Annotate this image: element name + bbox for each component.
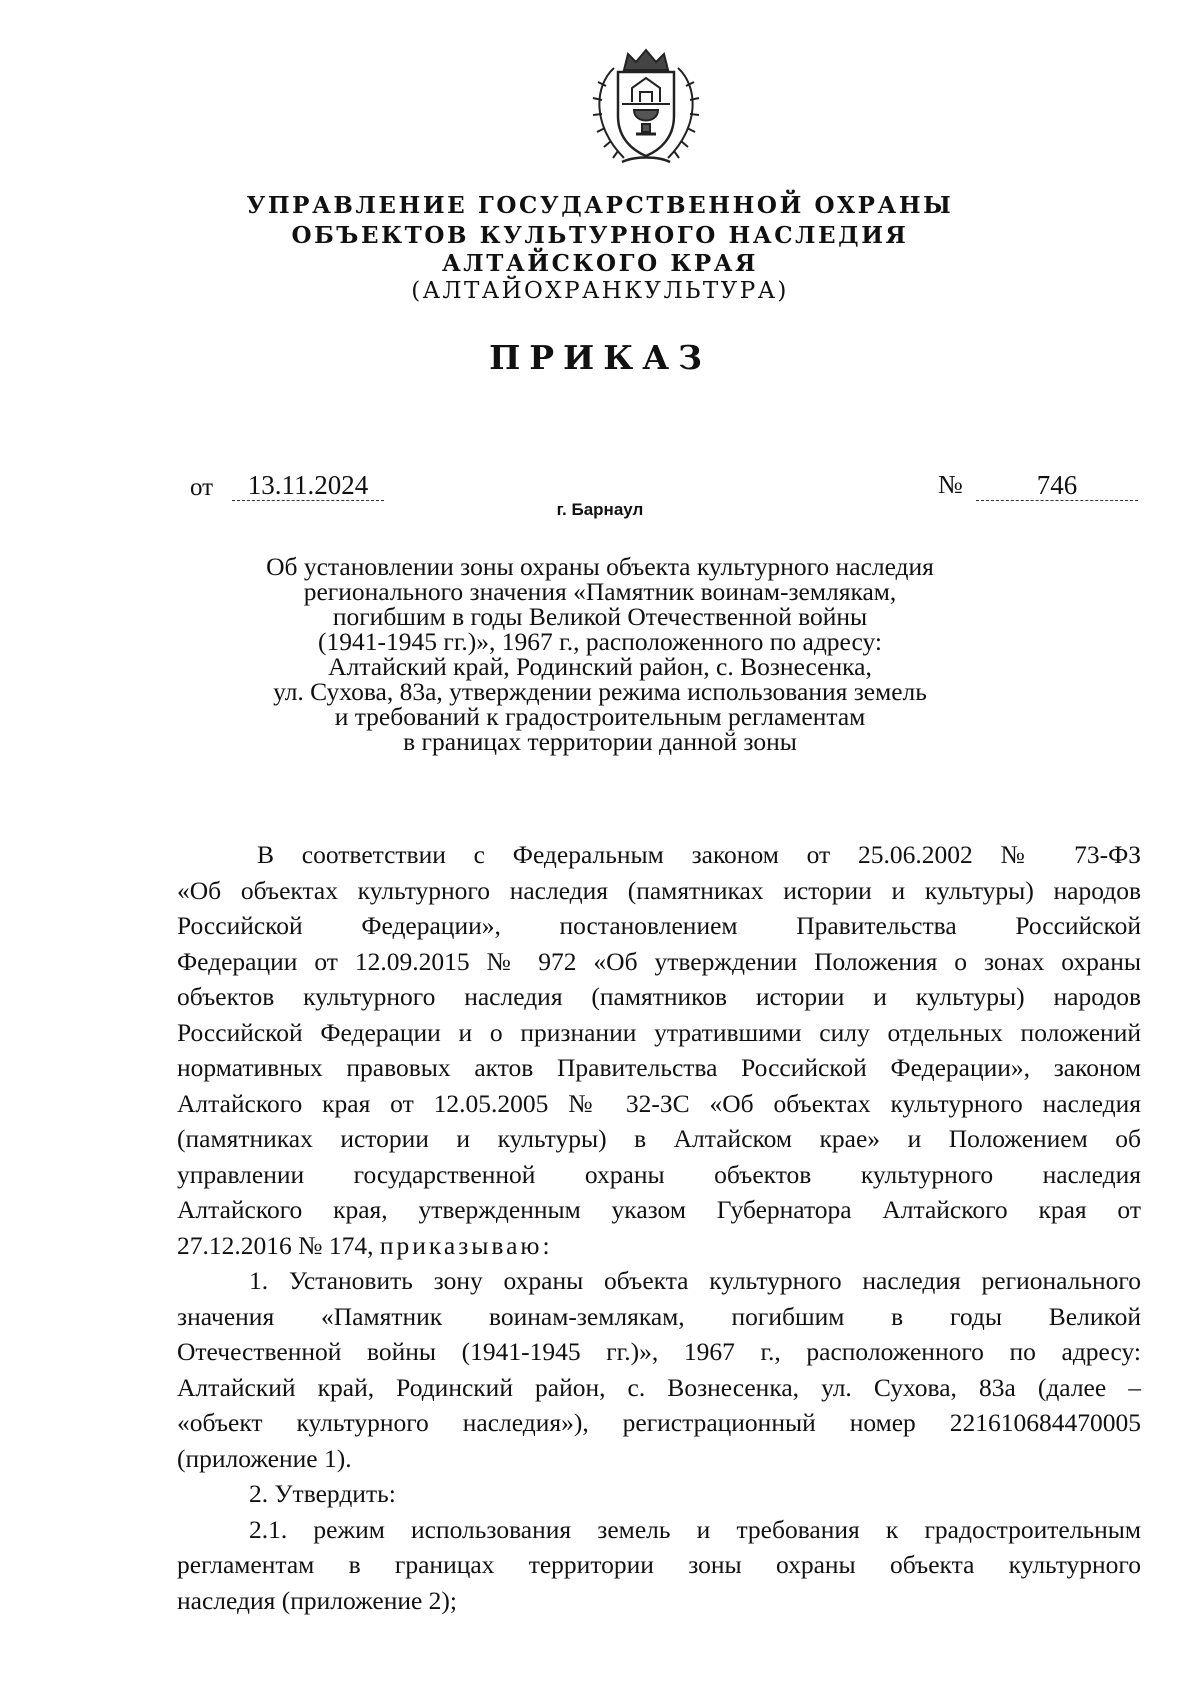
item-1-line: значения «Памятник воинам-землякам, погибшим в годы Великой <box>177 1301 1141 1331</box>
body-line: «Об объектах культурного наследия (памятниках истории и культуры) народов <box>177 875 1141 905</box>
title-line: ул. Сухова, 83а, утверждении режима использования земель <box>273 677 927 706</box>
date-label: от <box>190 474 214 501</box>
item-1-line: 1. Установить зону охраны объекта культурного наследия регионального <box>249 1266 1141 1295</box>
org-name-line-1: УПРАВЛЕНИЕ ГОСУДАРСТВЕННОЙ ОХРАНЫ <box>246 192 954 219</box>
item-2-1-line: наследия (приложение 2); <box>177 1585 458 1615</box>
item-1-line: Отечественной войны (1941-1945 гг.)», 1967 г., расположенного по адресу: <box>177 1337 1141 1366</box>
item-2-1-line: 2.1. режим использования земель и требования к градостроительным <box>249 1514 1141 1544</box>
body-line: Алтайского края, утвержденным указом Губернатора Алтайского края от <box>177 1195 1141 1224</box>
body-line: управлении государственной охраны объектов культурного наследия <box>177 1159 1141 1189</box>
title-line: Алтайский край, Родинский район, с. Вознесенка, <box>328 652 872 681</box>
item-2-1-line: регламентам в границах территории зоны охраны объекта культурного <box>177 1550 1141 1579</box>
item-1-line: «объект культурного наследия»), регистрационный номер 221610684470005 <box>177 1408 1141 1437</box>
org-name-line-2: ОБЪЕКТОВ КУЛЬТУРНОГО НАСЛЕДИЯ <box>291 222 909 249</box>
title-line: регионального значения «Памятник воинам-землякам, <box>303 577 897 606</box>
document-number: 746 <box>1036 470 1078 500</box>
title-line: в границах территории данной зоны <box>403 727 797 756</box>
body-line: Федерации от 12.09.2015 № 972 «Об утверждении Положения о зонах охраны <box>177 946 1141 976</box>
number-label: № <box>938 470 963 499</box>
item-1-line: (приложение 1). <box>177 1443 352 1473</box>
body-line: (памятниках истории и культуры) в Алтайском крае» и Положением об <box>177 1124 1141 1153</box>
document-date: 13.11.2024 <box>247 470 369 500</box>
body-line: объектов культурного наследия (памятников истории и культуры) народов <box>177 982 1141 1011</box>
body-line: 27.12.2016 № 174, приказываю: <box>177 1230 553 1260</box>
document-body <box>177 837 1141 1618</box>
org-short-name: (АЛТАЙОХРАНКУЛЬТУРА) <box>411 278 789 304</box>
title-line: (1941-1945 гг.)», 1967 г., расположенного по адресу: <box>318 627 882 656</box>
body-line: Российской Федерации», постановлением Правительства Российской <box>177 911 1141 940</box>
title-line: погибшим в годы Великой Отечественной войны <box>332 602 868 631</box>
org-name-line-3: АЛТАЙСКОГО КРАЯ <box>441 250 759 277</box>
item-2: 2. Утвердить: <box>249 1479 396 1508</box>
city-name: г. Барнаул <box>556 500 644 519</box>
body-line: Алтайского края от 12.05.2005 № 32-ЗС «Об объектах культурного наследия <box>177 1088 1141 1118</box>
body-line: нормативных правовых актов Правительства Российской Федерации», законом <box>177 1053 1141 1082</box>
body-line: В соответствии с Федеральным законом от 25.06.2002 № 73-ФЗ <box>257 840 1141 869</box>
body-line: Российской Федерации и о признании утратившими силу отдельных положений <box>177 1017 1141 1047</box>
title-line: и требований к градостроительным регламентам <box>334 702 866 731</box>
orders-word: приказываю: <box>379 1230 553 1260</box>
coat-of-arms-emblem <box>584 46 708 168</box>
item-1-line: Алтайский край, Родинский район, с. Вознесенка, ул. Сухова, 83а (далее – <box>177 1372 1141 1402</box>
document-type-heading: ПРИКАЗ <box>489 338 711 377</box>
title-line: Об установлении зоны охраны объекта культурного наследия <box>266 552 934 581</box>
document-title <box>220 554 980 754</box>
